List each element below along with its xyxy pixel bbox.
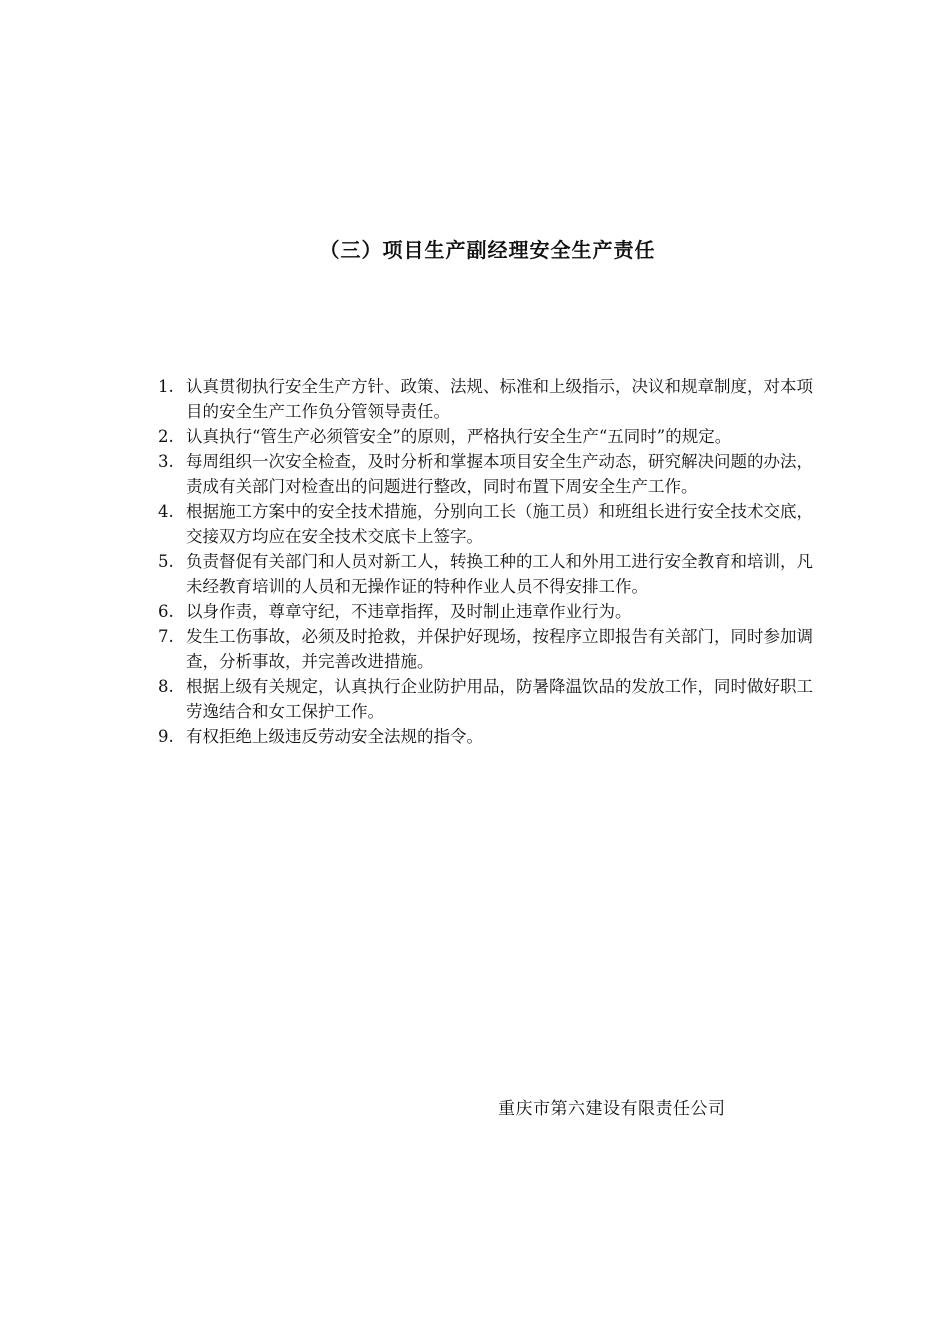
item-number: 1.	[158, 377, 174, 396]
item-number: 9.	[158, 727, 174, 746]
responsibility-list	[158, 374, 823, 749]
item-number: 5.	[158, 552, 174, 571]
item-text: 认真贯彻执行安全生产方针、政策、法规、标准和上级指示，决议和规章制度，对本项目的安全生产工作负分管领导责任。	[186, 377, 813, 421]
list-item	[158, 499, 823, 549]
item-text: 根据施工方案中的安全技术措施，分别向工长（施工员）和班组长进行安全技术交底，交接双方均应在安全技术交底卡上签字。	[186, 502, 813, 546]
item-text: 以身作责，尊章守纪，不违章指挥，及时制止违章作业行为。	[186, 602, 632, 621]
page-title: （三）项目生产副经理安全生产责任	[319, 238, 656, 262]
item-number: 3.	[158, 452, 174, 471]
list-item	[158, 549, 823, 599]
item-text: 负责督促有关部门和人员对新工人，转换工种的工人和外用工进行安全教育和培训，凡未经教育培训的人员和无操作证的特种作业人员不得安排工作。	[186, 552, 813, 596]
item-number: 6.	[158, 602, 174, 621]
list-item	[158, 674, 823, 724]
list-item	[158, 449, 823, 499]
company-signature: 重庆市第六建设有限责任公司	[498, 1099, 726, 1119]
list-item	[158, 624, 823, 674]
item-text: 根据上级有关规定，认真执行企业防护用品，防暑降温饮品的发放工作，同时做好职工劳逸结合和女工保护工作。	[186, 677, 813, 721]
list-item	[158, 374, 823, 424]
list-item	[158, 599, 823, 624]
list-item	[158, 424, 823, 449]
item-text: 认真执行“管生产必须管安全”的原则，严格执行安全生产“五同时”的规定。	[186, 427, 732, 446]
item-number: 8.	[158, 677, 174, 696]
item-text: 有权拒绝上级违反劳动安全法规的指令。	[186, 727, 483, 746]
item-text: 每周组织一次安全检查，及时分析和掌握本项目安全生产动态，研究解决问题的办法，责成有关部门对检查出的问题进行整改，同时布置下周安全生产工作。	[186, 452, 813, 496]
item-number: 2.	[158, 427, 174, 446]
item-number: 7.	[158, 627, 174, 646]
item-number: 4.	[158, 502, 174, 521]
list-item	[158, 724, 823, 749]
item-text: 发生工伤事故，必须及时抢救，并保护好现场，按程序立即报告有关部门，同时参加调查，分析事故，并完善改进措施。	[186, 627, 813, 671]
